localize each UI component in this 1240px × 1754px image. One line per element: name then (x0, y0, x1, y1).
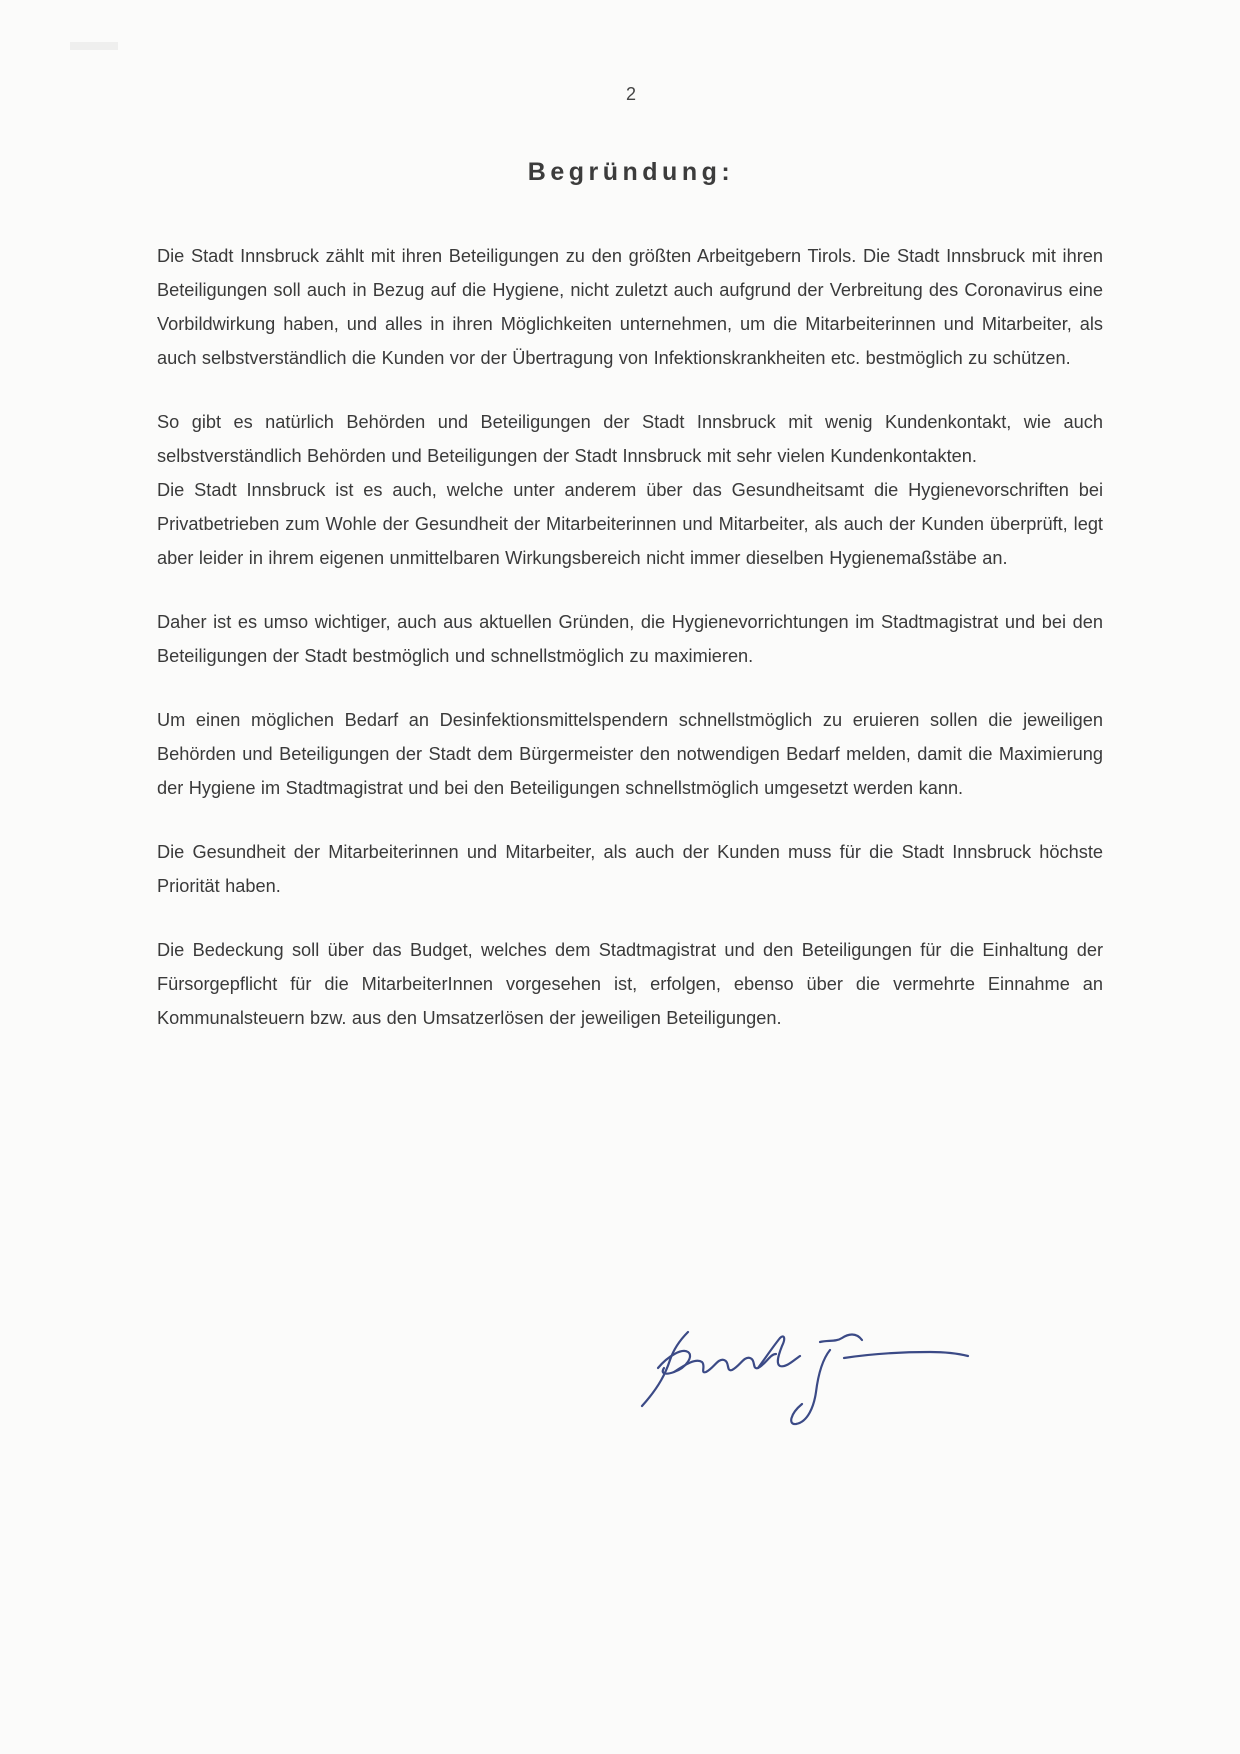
paragraph-7: Die Bedeckung soll über das Budget, welches dem Stadtmagistrat und den Beteiligungen für die Einhaltung der Fürsorgepflicht für die MitarbeiterInnen vorgesehen ist, erfolgen, ebenso über die vermehrte Einnahme an Kommunalsteuern bzw. aus den Umsatzerlösen der jeweiligen Beteiligungen. (157, 940, 1103, 1028)
paragraph-3: Die Stadt Innsbruck ist es auch, welche unter anderem über das Gesundheitsamt die Hygienevorschriften bei Privatbetrieben zum Wohle der Gesundheit der Mitarbeiterinnen und Mitarbeiter, als auch der Kunden überprüft, legt aber leider in ihrem eigenen unmittelbaren Wirkungsbereich nicht immer dieselben Hygienemaßstäbe an. (157, 480, 1103, 568)
scan-artifact (70, 42, 118, 50)
page-number: 2 (625, 84, 636, 104)
paragraph-2: So gibt es natürlich Behörden und Beteiligungen der Stadt Innsbruck mit wenig Kundenkontakt, wie auch selbstverständlich Behörden und Beteiligungen der Stadt Innsbruck mit sehr vielen Kundenkontakten. (157, 412, 1103, 466)
paragraph-1: Die Stadt Innsbruck zählt mit ihren Beteiligungen zu den größten Arbeitgebern Tirols. Die Stadt Innsbruck mit ihren Beteiligungen soll auch in Bezug auf die Hygiene, nicht zuletzt auch aufgrund der Verbreitung des Coronavirus eine Vorbildwirkung haben, und alles in ihren Möglichkeiten unternehmen, um die Mitarbeiterinnen und Mitarbeiter, als auch selbstverständlich die Kunden vor der Übertragung von Infektionskrankheiten etc. bestmöglich zu schützen. (157, 246, 1103, 368)
paragraph-4: Daher ist es umso wichtiger, auch aus aktuellen Gründen, die Hygienevorrichtungen im Stadtmagistrat und bei den Beteiligungen der Stadt bestmöglich und schnellstmöglich zu maximieren. (157, 612, 1103, 666)
paragraph-6: Die Gesundheit der Mitarbeiterinnen und Mitarbeiter, als auch der Kunden muss für die Stadt Innsbruck höchste Priorität haben. (157, 842, 1103, 896)
document-body (157, 239, 1103, 1035)
paragraph-5: Um einen möglichen Bedarf an Desinfektionsmittelspendern schnellstmöglich zu eruieren sollen die jeweiligen Behörden und Beteiligungen der Stadt dem Bürgermeister den notwendigen Bedarf melden, damit die Maximierung der Hygiene im Stadtmagistrat und bei den Beteiligungen schnellstmöglich umgesetzt werden kann. (157, 710, 1103, 798)
handwritten-signature (630, 1308, 975, 1428)
page-title: Begründung: (527, 158, 735, 186)
